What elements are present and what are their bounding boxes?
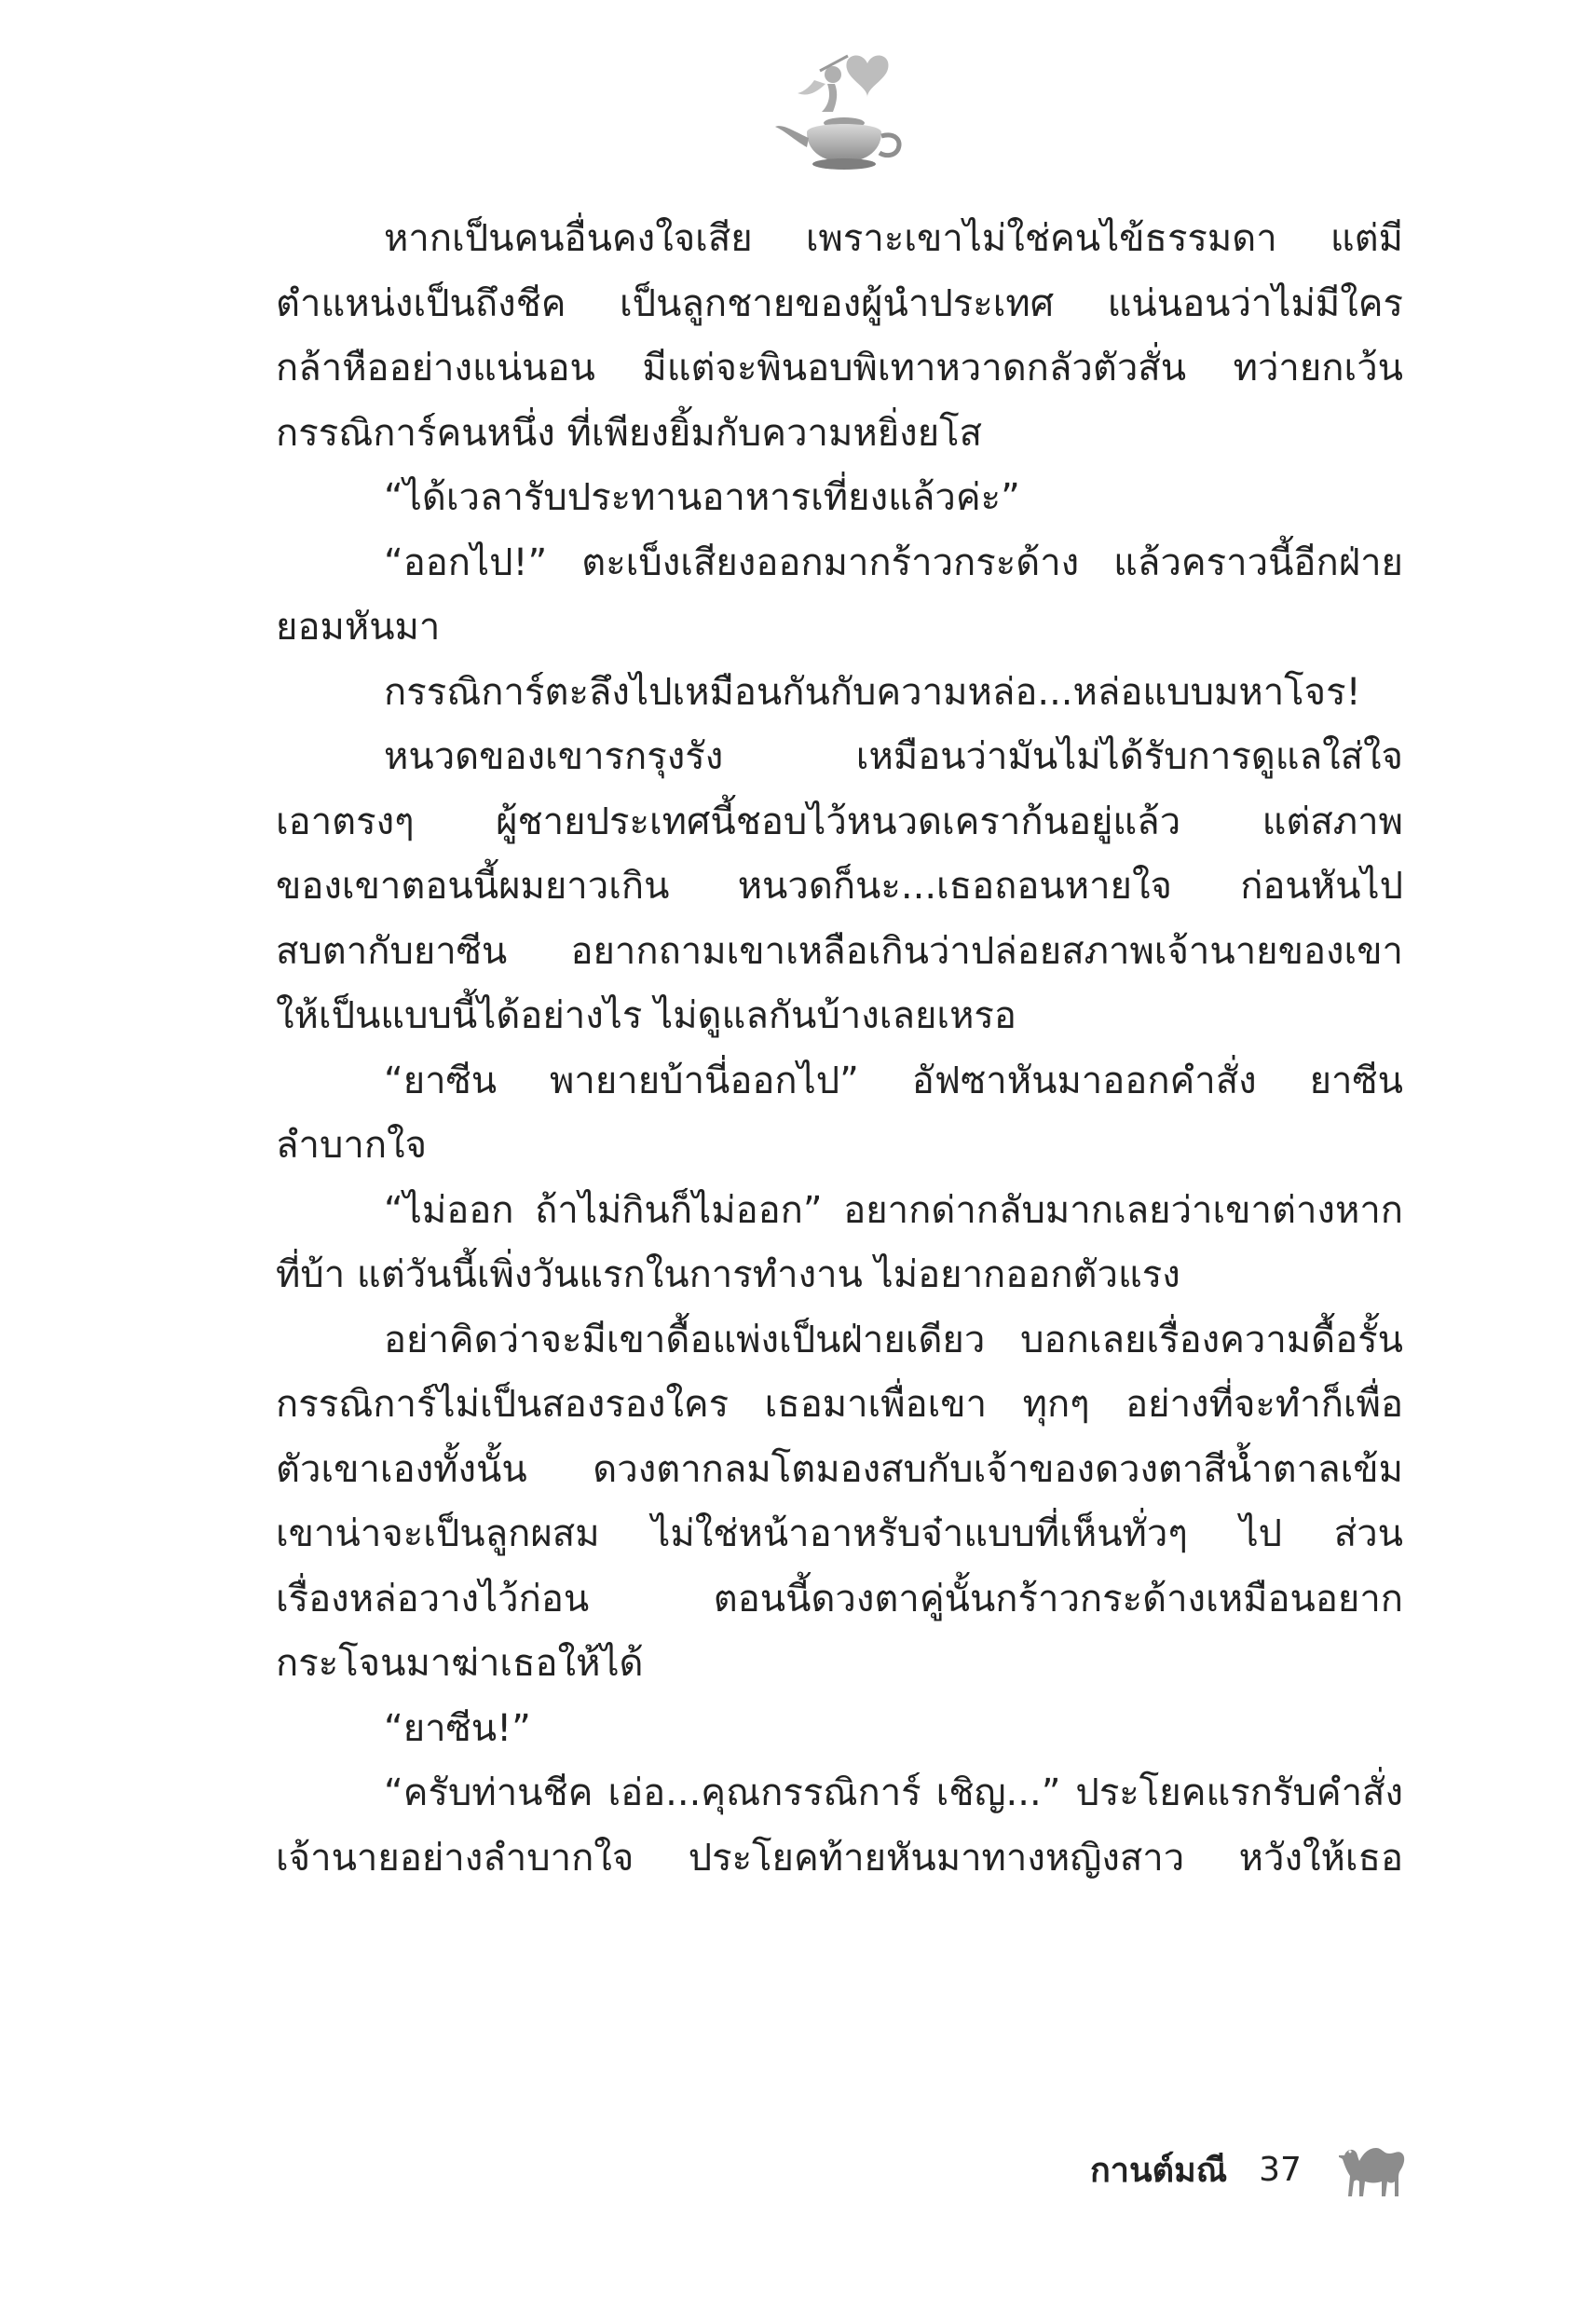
text-line: ยอมหันมา — [276, 606, 441, 649]
text-line: เอาตรงๆ ผู้ชายประเทศนี้ชอบไว้หนวดเคราก้นอยู่แล้ว แต่สภาพ — [276, 800, 1403, 843]
text-line: สบตากับยาซีน อยากถามเขาเหลือเกินว่าปล่อยสภาพเจ้านายของเขา — [276, 929, 1403, 973]
text-line: ตัวเขาเองทั้งนั้น ดวงตากลมโตมองสบกับเจ้าของดวงตาสีน้ำตาลเข้ม — [276, 1447, 1403, 1491]
text-line: กระโจนมาฆ่าเธอให้ได้ — [276, 1642, 644, 1685]
text-line: กรรณิการ์คนหนึ่ง ที่เพียงยิ้มกับความหยิ่งยโส — [276, 411, 983, 455]
page-footer — [1090, 2132, 1408, 2207]
book-title: กานต์มณี — [1090, 2151, 1228, 2190]
text-line: “ไม่ออก ถ้าไม่กินก็ไม่ออก” อยากด่ากลับมากเลยว่าเขาต่างหาก — [384, 1188, 1403, 1232]
text-line: กรรณิการ์ตะลึงไปเหมือนกันกับความหล่อ...หล่อแบบมหาโจร! — [384, 670, 1361, 714]
page-number: 37 — [1259, 2150, 1302, 2189]
text-line: กรรณิการ์ไม่เป็นสองรองใคร เธอมาเพื่อเขา ทุกๆ อย่างที่จะทำก็เพื่อ — [276, 1383, 1403, 1426]
text-line: ตำแหน่งเป็นถึงชีค เป็นลูกชายของผู้นำประเทศ แน่นอนว่าไม่มีใคร — [276, 281, 1403, 325]
body-text — [276, 207, 1403, 1891]
text-line: “ยาซีน!” — [384, 1706, 531, 1750]
text-line: “ได้เวลารับประทานอาหารเที่ยงแล้วค่ะ” — [384, 476, 1020, 519]
text-line: ของเขาตอนนี้ผมยาวเกิน หนวดก็นะ...เธอถอนหายใจ ก่อนหันไป — [276, 865, 1403, 908]
text-line: เรื่องหล่อวางไว้ก่อน ตอนนี้ดวงตาคู่นั้นกร้าวกระด้างเหมือนอยาก — [276, 1577, 1403, 1620]
text-line: “ครับท่านชีค เอ่อ...คุณกรรณิการ์ เชิญ...” ประโยคแรกรับคำสั่ง — [384, 1771, 1403, 1814]
text-line: กล้าหืออย่างแน่นอน มีแต่จะพินอบพิเทาหวาดกลัวตัวสั่น ทว่ายกเว้น — [276, 347, 1403, 390]
text-line: “ยาซีน พายายบ้านี่ออกไป” อัฟซาหันมาออกคำสั่ง ยาซีน — [384, 1059, 1403, 1102]
text-line: อย่าคิดว่าจะมีเขาดื้อแพ่งเป็นฝ่ายเดียว บอกเลยเรื่องความดื้อรั้น — [384, 1318, 1403, 1361]
text-line: เขาน่าจะเป็นลูกผสม ไม่ใช่หน้าอาหรับจ๋าแบบที่เห็นทั่วๆ ไป ส่วน — [276, 1512, 1403, 1555]
text-line: หากเป็นคนอื่นคงใจเสีย เพราะเขาไม่ใช่คนไข้ธรรมดา แต่มี — [384, 217, 1403, 260]
text-line: เจ้านายอย่างลำบากใจ ประโยคท้ายหันมาทางหญิงสาว หวังให้เธอ — [276, 1836, 1403, 1880]
cupid-teapot-icon — [770, 47, 919, 177]
text-line: ที่บ้า แต่วันนี้เพิ่งวันแรกในการทำงาน ไม่อยากออกตัวแรง — [276, 1253, 1180, 1296]
text-line: “ออกไป!” ตะเบ็งเสียงออกมากร้าวกระด้าง แล้วคราวนี้อีกฝ่าย — [384, 540, 1403, 584]
text-line: ลำบากใจ — [276, 1124, 428, 1167]
camel-icon — [1339, 2139, 1408, 2200]
text-line: ให้เป็นแบบนี้ได้อย่างไร ไม่ดูแลกันบ้างเลยเหรอ — [276, 994, 1016, 1037]
text-line: หนวดของเขารกรุงรัง เหมือนว่ามันไม่ได้รับการดูแลใส่ใจ — [384, 735, 1403, 778]
